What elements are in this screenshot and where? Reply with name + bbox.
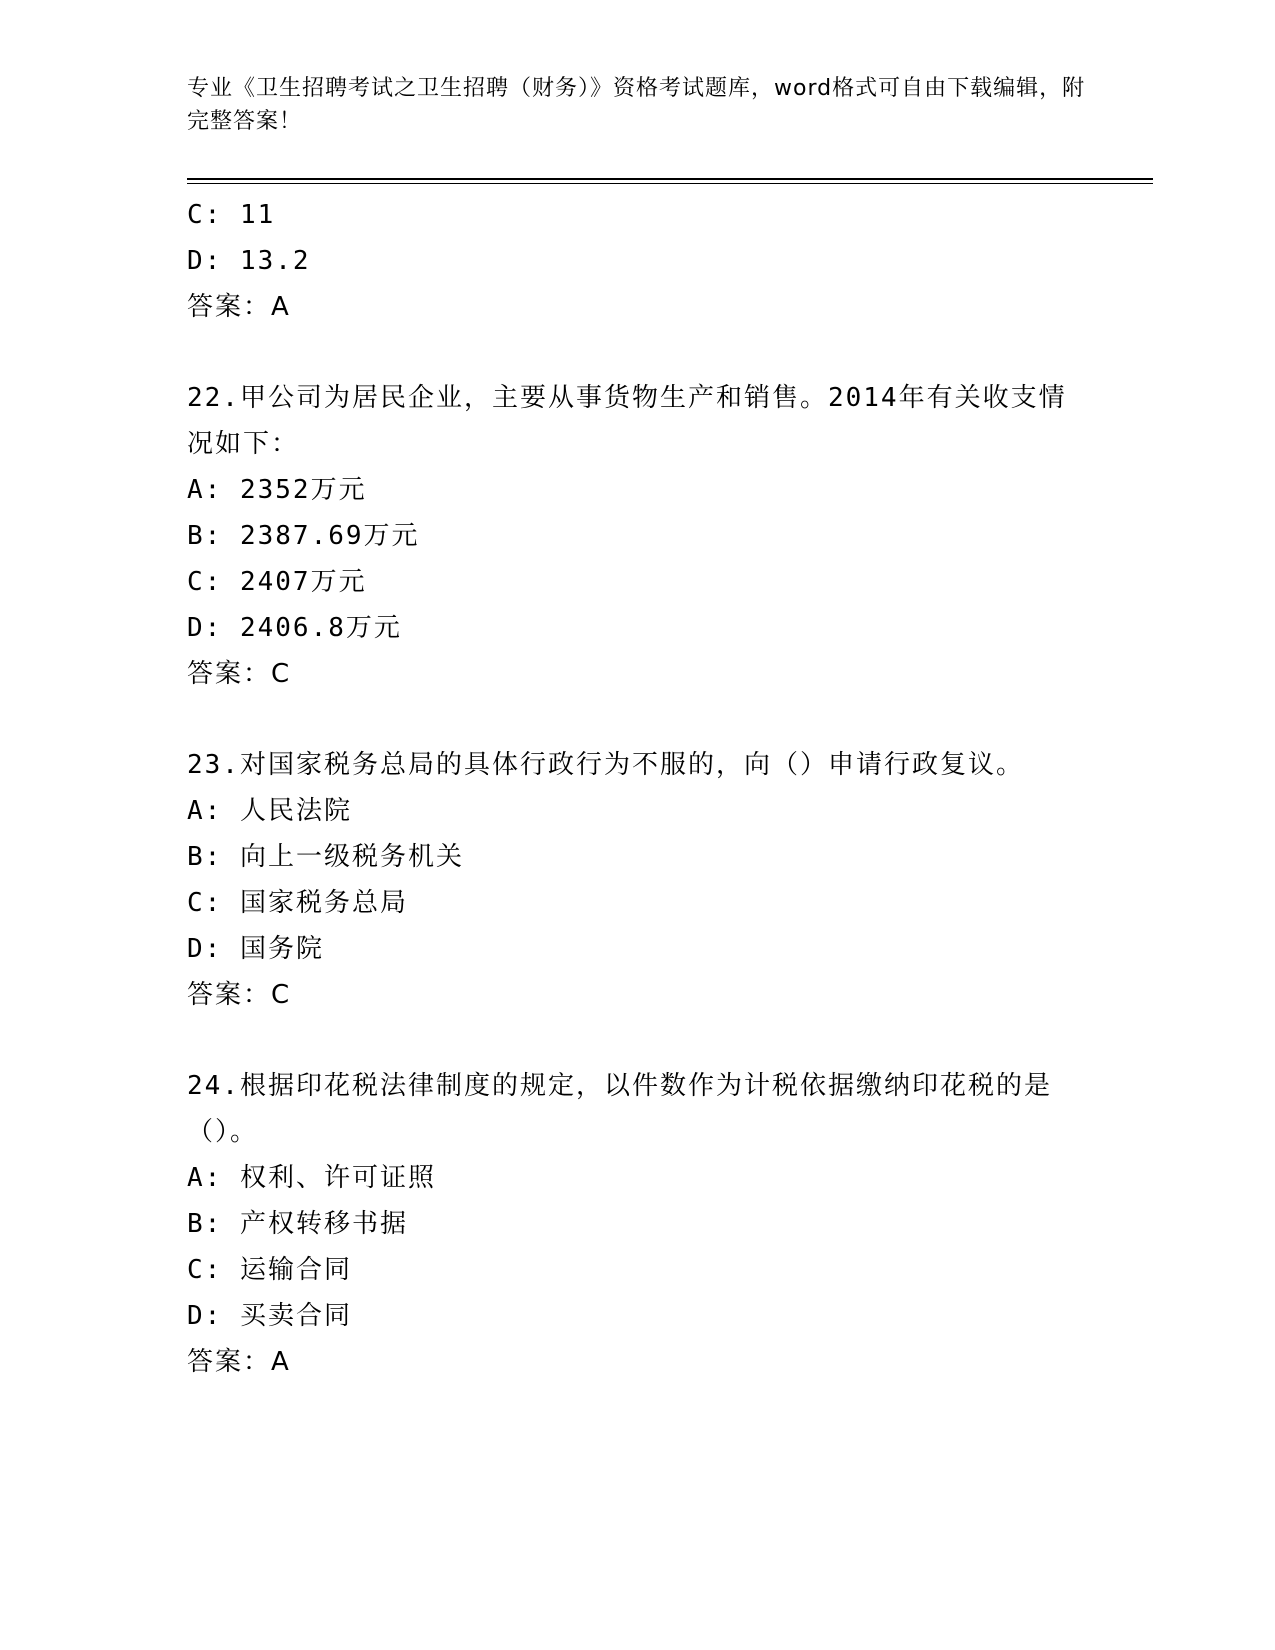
option-d [187, 1293, 1087, 1339]
question-23 [187, 742, 1087, 1018]
option-label: D: [187, 246, 223, 276]
option-b [187, 513, 1087, 559]
answer-line: 答案：A [187, 1347, 291, 1377]
question-stem: 23.对国家税务总局的具体行政行为不服的，向（）申请行政复议。 [187, 750, 1024, 780]
header-rule-thick [187, 178, 1153, 180]
option-text: 2407万元 [239, 567, 367, 597]
question-22 [187, 375, 1087, 697]
answer-line: 答案：C [187, 980, 292, 1010]
answer-line: 答案：C [187, 659, 292, 689]
option-a [187, 788, 1087, 834]
question-stem: 24.根据印花税法律制度的规定，以件数作为计税依据缴纳印花税的是 [187, 1071, 1052, 1101]
option-c [187, 192, 1087, 238]
question-content [187, 192, 1087, 1385]
option-a [187, 1155, 1087, 1201]
option-label: A: [187, 796, 223, 826]
option-text: 运输合同 [239, 1255, 352, 1285]
option-text: 人民法院 [239, 796, 352, 826]
question-stem-continued: 况如下： [187, 429, 300, 459]
option-label: B: [187, 521, 223, 551]
document-header: 专业《卫生招聘考试之卫生招聘（财务）》资格考试题库，word格式可自由下载编辑，附完整答案！ [187, 76, 1086, 134]
option-text: 国务院 [239, 934, 324, 964]
option-text: 权利、许可证照 [239, 1163, 436, 1193]
option-text: 向上一级税务机关 [239, 842, 464, 872]
spacer [187, 697, 1087, 742]
answer-line: 答案：A [187, 292, 291, 322]
option-c [187, 880, 1087, 926]
option-label: D: [187, 613, 223, 643]
question-24 [187, 1063, 1087, 1385]
option-text: 13.2 [239, 246, 311, 276]
spacer [187, 330, 1087, 375]
option-label: C: [187, 567, 223, 597]
spacer [187, 1018, 1087, 1063]
option-text: 产权转移书据 [239, 1209, 408, 1239]
option-label: C: [187, 1255, 223, 1285]
option-text: 2387.69万元 [239, 521, 420, 551]
option-label: A: [187, 475, 223, 505]
option-b [187, 1201, 1087, 1247]
option-label: D: [187, 1301, 223, 1331]
option-label: C: [187, 888, 223, 918]
option-a [187, 467, 1087, 513]
option-text: 2352万元 [239, 475, 367, 505]
option-c [187, 559, 1087, 605]
option-d [187, 238, 1087, 284]
question-stem: 22.甲公司为居民企业，主要从事货物生产和销售。2014年有关收支情 [187, 383, 1067, 413]
option-text: 国家税务总局 [239, 888, 408, 918]
prev-question [187, 192, 1087, 330]
option-label: B: [187, 1209, 223, 1239]
option-text: 11 [239, 200, 276, 230]
option-c [187, 1247, 1087, 1293]
option-label: C: [187, 200, 223, 230]
option-text: 2406.8万元 [239, 613, 402, 643]
option-d [187, 605, 1087, 651]
option-text: 买卖合同 [239, 1301, 352, 1331]
question-stem-continued: （）。 [187, 1117, 259, 1147]
header-rule-thin [187, 183, 1153, 184]
option-b [187, 834, 1087, 880]
option-label: A: [187, 1163, 223, 1193]
option-label: B: [187, 842, 223, 872]
option-label: D: [187, 934, 223, 964]
option-d [187, 926, 1087, 972]
